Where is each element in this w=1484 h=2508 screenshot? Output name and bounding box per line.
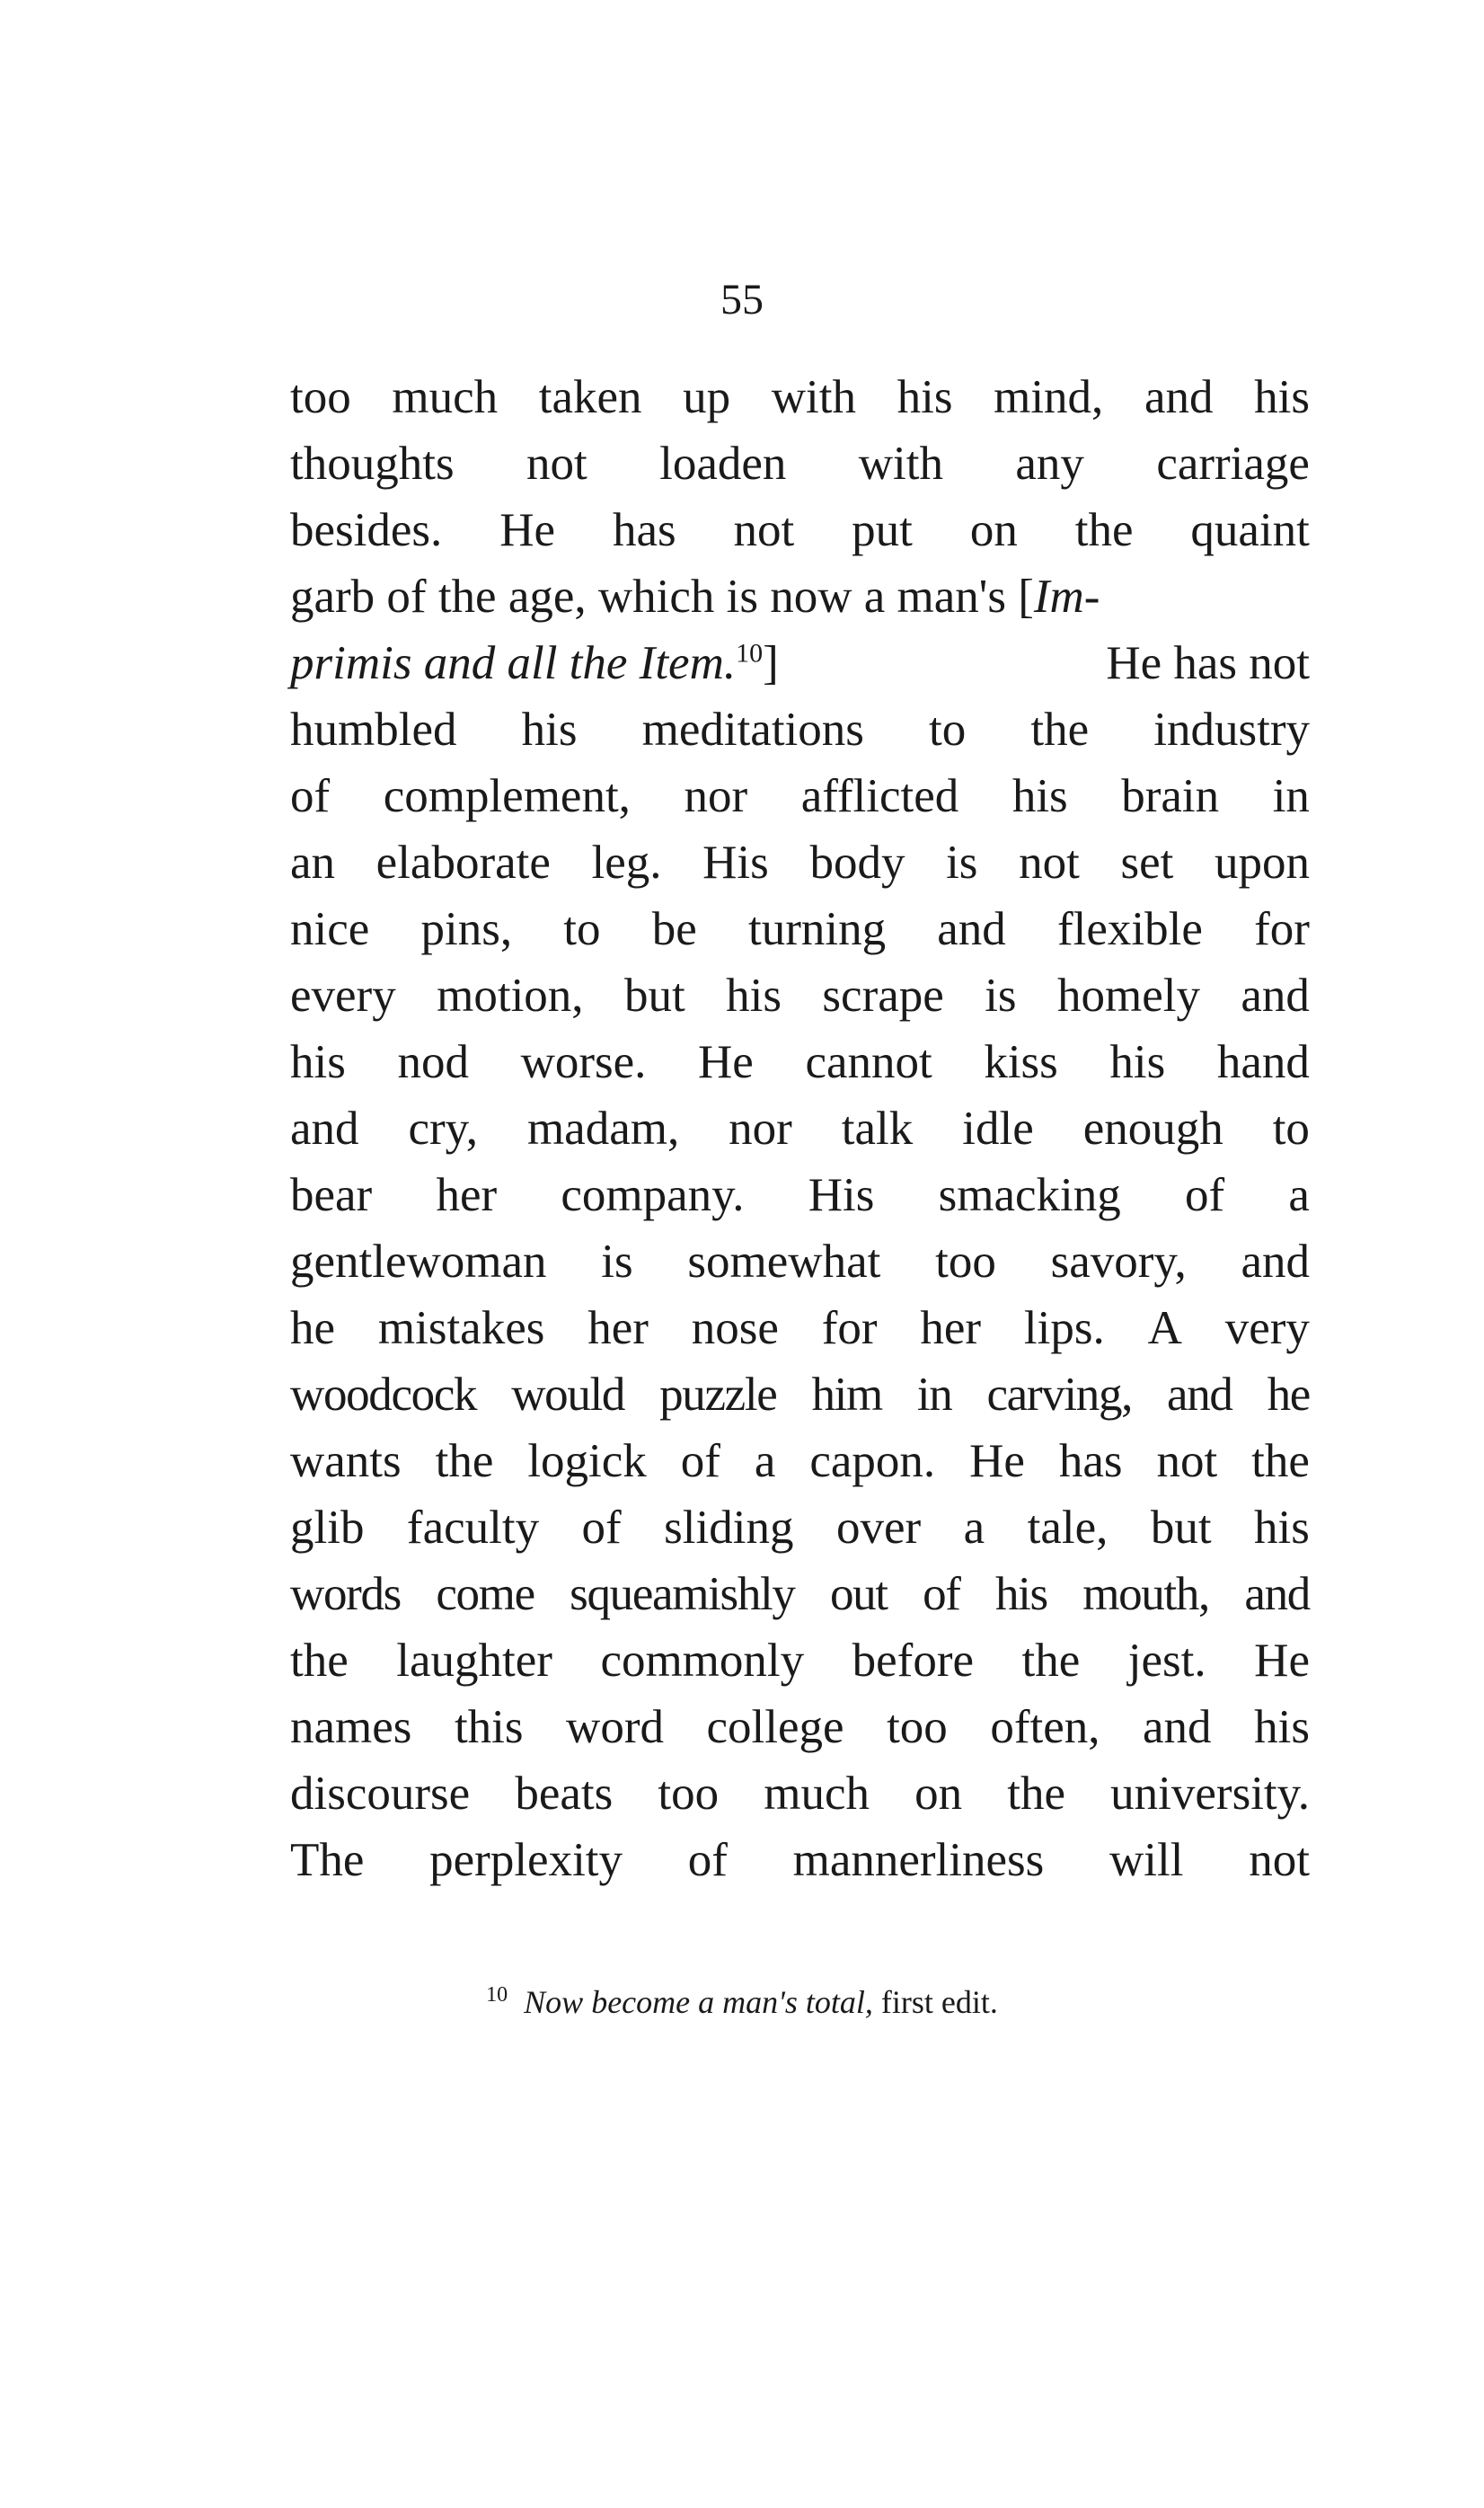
word: taken <box>538 371 642 423</box>
word: over <box>835 1502 922 1554</box>
word: His <box>702 837 769 889</box>
closing-bracket: ] <box>763 637 779 689</box>
word: capon. <box>809 1435 936 1487</box>
word: with <box>771 371 856 423</box>
word: the <box>1074 504 1134 556</box>
word: too <box>935 1236 996 1288</box>
word: of <box>1185 1169 1225 1221</box>
word: too <box>290 371 351 423</box>
word: a <box>963 1502 985 1554</box>
line-prefix-text: garb of the age, which is now a man's [ <box>290 571 1034 623</box>
word: of <box>687 1834 728 1886</box>
word: the <box>1021 1635 1081 1687</box>
word: a <box>1288 1169 1310 1221</box>
footnote-mark: 10 <box>486 1983 508 2007</box>
word: The <box>290 1834 365 1886</box>
word: not <box>733 504 795 556</box>
word: gentlewoman <box>290 1236 547 1288</box>
word: his <box>521 704 578 756</box>
word: worse. <box>520 1036 647 1088</box>
word: his <box>726 970 782 1022</box>
word: commonly <box>600 1635 805 1687</box>
italic-primis-item: primis and all the Item. <box>290 637 737 689</box>
text-line <box>290 1827 1310 1893</box>
word: complement, <box>383 770 631 822</box>
word: scrape <box>822 970 944 1022</box>
word: He <box>1254 1635 1310 1687</box>
word: his <box>1254 371 1310 423</box>
line-prefix <box>290 563 1100 630</box>
word: his <box>1011 770 1068 822</box>
word: bear <box>290 1169 373 1221</box>
word: would <box>511 1369 625 1421</box>
word: laughter <box>396 1635 552 1687</box>
word: jest. <box>1127 1635 1206 1687</box>
word: too <box>658 1768 720 1820</box>
word: nice <box>290 903 370 955</box>
word: a <box>754 1435 776 1487</box>
word: mannerliness <box>792 1834 1045 1886</box>
text-line <box>290 1228 1310 1295</box>
text-line-item <box>290 630 1310 696</box>
word: university. <box>1110 1768 1310 1820</box>
word: come <box>436 1568 534 1620</box>
text-line <box>290 1029 1310 1095</box>
word: His <box>808 1169 875 1221</box>
text-line <box>290 1561 1310 1627</box>
word: leg. <box>591 837 662 889</box>
word: for <box>1254 903 1310 955</box>
word: mouth, <box>1082 1568 1209 1620</box>
word: idle <box>962 1103 1034 1155</box>
word: is <box>601 1236 633 1288</box>
word: thoughts <box>290 438 455 490</box>
word: logick <box>527 1435 647 1487</box>
word: and <box>290 1103 359 1155</box>
word: any <box>1015 438 1084 490</box>
word: of <box>680 1435 720 1487</box>
word: his <box>1254 1502 1310 1554</box>
word: pins, <box>420 903 513 955</box>
word: nor <box>684 770 748 822</box>
word: glib <box>290 1502 365 1554</box>
word: her <box>920 1302 982 1354</box>
text-line <box>290 497 1310 563</box>
word: squeamishly <box>570 1568 795 1620</box>
word: on <box>914 1768 963 1820</box>
word: humbled <box>290 704 457 756</box>
word: lips. <box>1023 1302 1105 1354</box>
text-line <box>290 1694 1310 1760</box>
word: brain <box>1121 770 1220 822</box>
word: besides. <box>290 504 443 556</box>
word: is <box>985 970 1017 1022</box>
word: somewhat <box>687 1236 881 1288</box>
line-italic-part <box>290 630 779 696</box>
word: college <box>706 1701 844 1753</box>
word: cannot <box>805 1036 932 1088</box>
word: mind, <box>994 371 1104 423</box>
word: her <box>436 1169 498 1221</box>
word: nor <box>729 1103 792 1155</box>
word: put <box>852 504 913 556</box>
word: out <box>829 1568 888 1620</box>
word: names <box>290 1701 412 1753</box>
word: smacking <box>938 1169 1121 1221</box>
word: every <box>290 970 396 1022</box>
word: He <box>499 504 556 556</box>
word: an <box>290 837 336 889</box>
word: He <box>698 1036 754 1088</box>
word: is <box>946 837 978 889</box>
text-line <box>290 1162 1310 1228</box>
text-line <box>290 364 1310 430</box>
word: to <box>1272 1103 1310 1155</box>
word: carriage <box>1156 438 1310 490</box>
word: his <box>994 1568 1047 1620</box>
word: will <box>1109 1834 1184 1886</box>
word: his <box>897 371 953 423</box>
word: but <box>1150 1502 1212 1554</box>
word: but <box>623 970 685 1022</box>
word: discourse <box>290 1768 471 1820</box>
word: beats <box>515 1768 614 1820</box>
word: the <box>1030 704 1090 756</box>
word: puzzle <box>659 1369 777 1421</box>
word: afflicted <box>800 770 959 822</box>
word: savory, <box>1050 1236 1187 1288</box>
word: enough <box>1082 1103 1223 1155</box>
word: his <box>290 1036 346 1088</box>
word: often, <box>990 1701 1100 1753</box>
word: has <box>1058 1435 1123 1487</box>
word: and <box>1241 970 1310 1022</box>
word: company. <box>561 1169 745 1221</box>
text-line <box>290 1494 1310 1561</box>
word: He <box>969 1435 1025 1487</box>
text-line <box>290 1428 1310 1494</box>
word: in <box>1272 770 1310 822</box>
word: cry, <box>408 1103 478 1155</box>
word: has <box>612 504 676 556</box>
word: nose <box>691 1302 779 1354</box>
word: A <box>1147 1302 1182 1354</box>
word: not <box>526 438 587 490</box>
word: words <box>290 1568 401 1620</box>
line-rest: He has not <box>1106 637 1310 689</box>
word: carving, <box>986 1369 1133 1421</box>
word: of <box>923 1568 960 1620</box>
footnote-reference: 10 <box>736 638 764 669</box>
word: in <box>916 1369 952 1421</box>
word: industry <box>1153 704 1310 756</box>
word: much <box>764 1768 870 1820</box>
text-line <box>290 1760 1310 1827</box>
footnote-rest: first edit. <box>880 1984 998 2020</box>
word: motion, <box>437 970 584 1022</box>
word: body <box>809 837 905 889</box>
word: up <box>683 371 731 423</box>
word: his <box>1109 1036 1166 1088</box>
word: his <box>1254 1701 1310 1753</box>
word: the <box>435 1435 494 1487</box>
word: for <box>821 1302 878 1354</box>
word: of <box>581 1502 622 1554</box>
text-line <box>290 763 1310 829</box>
word: before <box>852 1635 975 1687</box>
word: elaborate <box>375 837 551 889</box>
word: not <box>1156 1435 1218 1487</box>
word: not <box>1249 1834 1310 1886</box>
text-line <box>290 896 1310 962</box>
word: to <box>563 903 601 955</box>
word: homely <box>1056 970 1200 1022</box>
word: be <box>651 903 697 955</box>
word: the <box>1251 1435 1310 1487</box>
word: and <box>1241 1236 1310 1288</box>
footnote-italic: Now become a man's total, <box>524 1984 873 2020</box>
word: tale, <box>1027 1502 1109 1554</box>
word: upon <box>1214 837 1310 889</box>
word: mistakes <box>377 1302 545 1354</box>
text-line <box>290 1095 1310 1162</box>
word: her <box>587 1302 649 1354</box>
word: nod <box>397 1036 469 1088</box>
word: the <box>1007 1768 1066 1820</box>
word: faculty <box>406 1502 540 1554</box>
word: of <box>290 770 331 822</box>
text-line-im-primis <box>290 563 1310 630</box>
italic-im: Im- <box>1033 571 1100 623</box>
word: wants <box>290 1435 402 1487</box>
word: and <box>937 903 1006 955</box>
word: on <box>969 504 1018 556</box>
word: him <box>811 1369 882 1421</box>
word: this <box>454 1701 524 1753</box>
word: talk <box>841 1103 914 1155</box>
footnote <box>0 1980 1484 2025</box>
text-line <box>290 1627 1310 1694</box>
word: sliding <box>664 1502 794 1554</box>
word: and <box>1244 1568 1310 1620</box>
text-line <box>290 430 1310 497</box>
word: hand <box>1216 1036 1310 1088</box>
word: set <box>1120 837 1174 889</box>
word: very <box>1224 1302 1310 1354</box>
word: he <box>1267 1369 1310 1421</box>
word: turning <box>747 903 887 955</box>
word: the <box>290 1635 349 1687</box>
word: word <box>566 1701 664 1753</box>
text-line <box>290 1361 1310 1428</box>
word: quaint <box>1190 504 1310 556</box>
word: with <box>858 438 943 490</box>
word: madam, <box>526 1103 680 1155</box>
word: and <box>1143 1701 1212 1753</box>
body-text <box>290 364 1310 1893</box>
word: and <box>1144 371 1214 423</box>
word: not <box>1019 837 1080 889</box>
word: loaden <box>659 438 787 490</box>
text-line <box>290 829 1310 896</box>
word: woodcock <box>290 1369 477 1421</box>
word: meditations <box>641 704 864 756</box>
text-line <box>290 962 1310 1029</box>
word: and <box>1167 1369 1232 1421</box>
word: flexible <box>1057 903 1203 955</box>
page-number: 55 <box>720 276 764 323</box>
word: he <box>290 1302 336 1354</box>
text-line <box>290 1295 1310 1361</box>
word: perplexity <box>429 1834 623 1886</box>
word: too <box>887 1701 948 1753</box>
word: much <box>392 371 499 423</box>
word: to <box>929 704 967 756</box>
text-line <box>290 696 1310 763</box>
word: kiss <box>984 1036 1058 1088</box>
